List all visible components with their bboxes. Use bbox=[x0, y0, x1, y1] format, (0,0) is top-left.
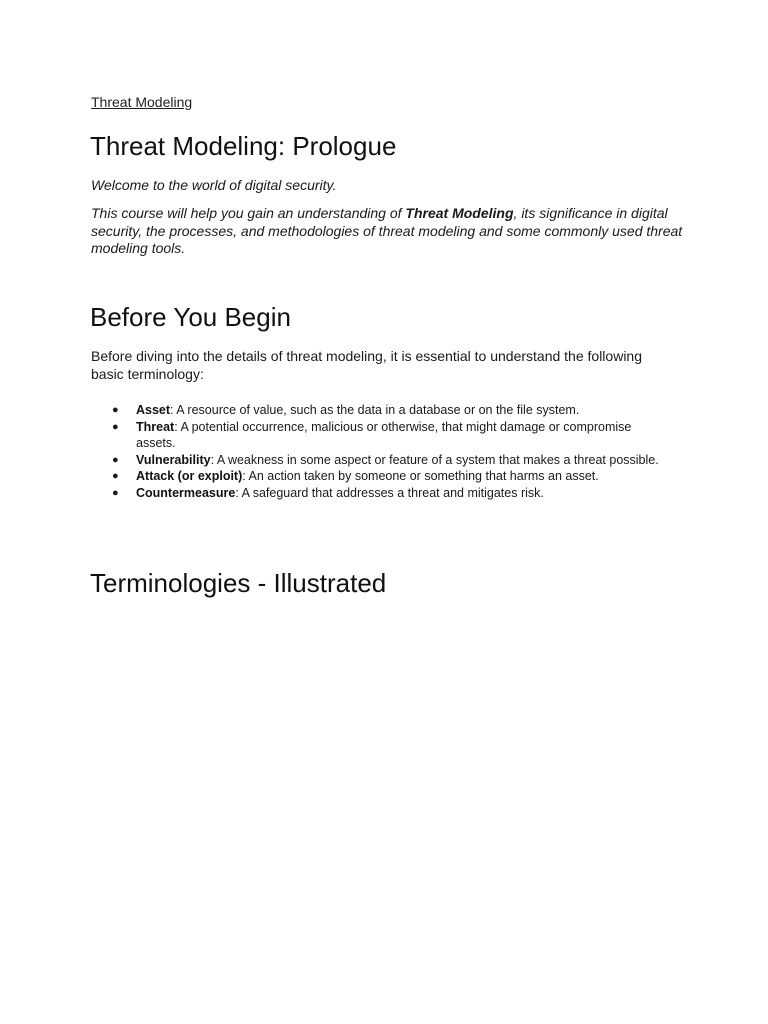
term-name: Vulnerability bbox=[136, 452, 211, 467]
terminology-intro: Before diving into the details of threat modeling, it is essential to understand the following basic terminology: bbox=[91, 348, 642, 382]
term-definition: : A potential occurrence, malicious or otherwise, that might damage or compromise assets. bbox=[136, 419, 632, 450]
term-name: Threat bbox=[136, 419, 175, 434]
bullet-icon: ● bbox=[112, 453, 119, 466]
term-definition: : An action taken by someone or something that harms an asset. bbox=[242, 469, 599, 483]
term-name: Countermeasure bbox=[136, 485, 236, 500]
heading-threat-modeling-prologue: Threat Modeling: Prologue bbox=[90, 131, 397, 161]
breadcrumb-link-threat-modeling[interactable]: Threat Modeling bbox=[91, 94, 193, 110]
list-item-vulnerability bbox=[91, 452, 671, 469]
term-definition: : A safeguard that addresses a threat and mitigates risk. bbox=[235, 485, 544, 500]
heading-terminologies-illustrated: Terminologies - Illustrated bbox=[90, 568, 387, 598]
terminology-list bbox=[91, 402, 691, 501]
course-description-text-1: This course will help you gain an understanding of bbox=[91, 205, 406, 221]
term-definition: : A weakness in some aspect or feature of a system that makes a threat possible. bbox=[210, 452, 659, 467]
bullet-icon: ● bbox=[112, 404, 119, 416]
bullet-icon: ● bbox=[112, 420, 119, 433]
bullet-icon: ● bbox=[112, 470, 119, 482]
list-item-asset bbox=[91, 402, 671, 419]
list-item-countermeasure bbox=[91, 485, 671, 502]
term-name: Attack (or exploit) bbox=[136, 469, 243, 483]
heading-before-you-begin: Before You Begin bbox=[90, 302, 291, 332]
list-item-threat bbox=[91, 419, 671, 452]
course-description-bold-term: Threat Modeling bbox=[405, 205, 514, 221]
term-definition: : A resource of value, such as the data in a database or on the file system. bbox=[170, 403, 580, 417]
course-description-text-2: , its significance in digital security, the processes, and methodologies of threat modeling and some commonly used threat modeling tools. bbox=[91, 205, 683, 256]
course-description bbox=[91, 205, 691, 258]
bullet-icon: ● bbox=[112, 486, 119, 499]
term-name: Asset bbox=[136, 403, 171, 417]
welcome-text: Welcome to the world of digital security. bbox=[91, 177, 337, 193]
list-item-attack bbox=[91, 468, 671, 485]
